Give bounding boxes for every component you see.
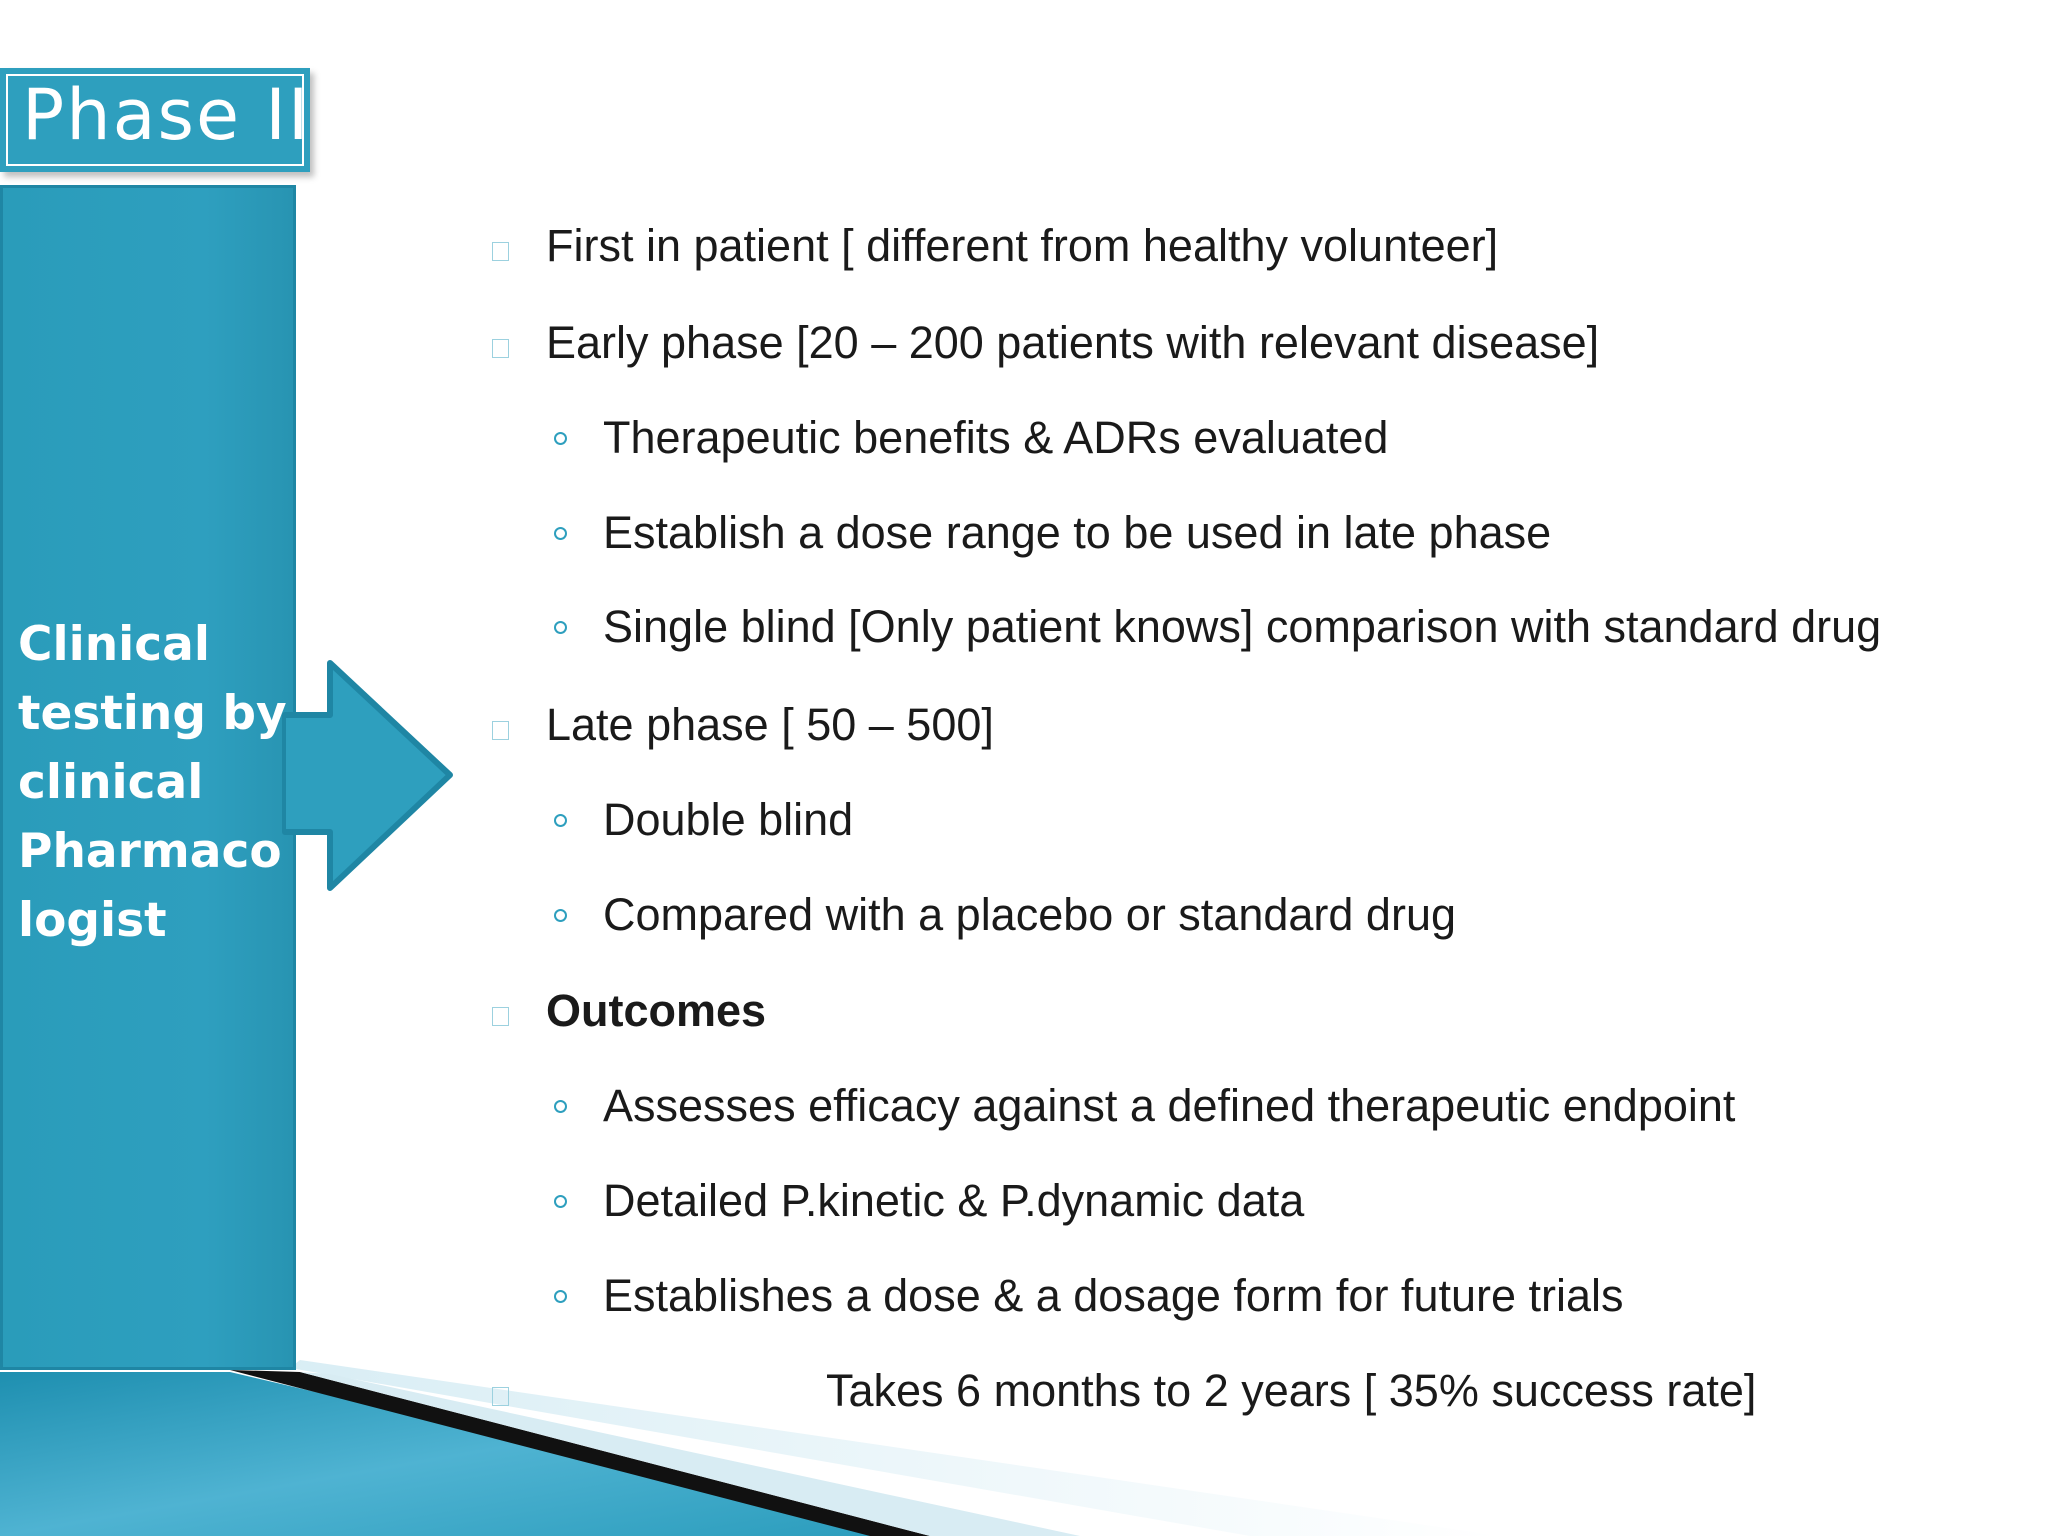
circle-bullet-icon [554,909,567,922]
bullet-text: Takes 6 months to 2 years [ 35% success rate] [826,1365,1757,1416]
side-label-line: Clinical [18,617,210,672]
circle-bullet-icon [554,432,567,445]
sub-bullet-text: Establishes a dose & a dosage form for future trials [603,1270,1624,1321]
bullet-text: Late phase [ 50 – 500] [546,699,994,750]
square-bullet-icon [492,1387,509,1406]
side-panel-label [18,610,308,955]
side-label-line: logist [18,893,167,948]
sub-bullet-text: Assesses efficacy against a defined therapeutic endpoint [603,1080,1736,1131]
square-bullet-icon [492,339,509,358]
sub-bullet-text: Double blind [603,794,854,845]
square-bullet-icon [492,721,509,740]
title-box [0,68,310,172]
circle-bullet-icon [554,1290,567,1303]
sub-bullet-text: Detailed P.kinetic & P.dynamic data [603,1175,1305,1226]
sub-bullet-text: Therapeutic benefits & ADRs evaluated [603,412,1389,463]
circle-bullet-icon [554,1195,567,1208]
side-label-line: testing by [18,686,287,741]
circle-bullet-icon [554,814,567,827]
circle-bullet-icon [554,621,567,634]
bullet-text: Early phase [20 – 200 patients with relevant disease] [546,317,1600,368]
square-bullet-icon [492,242,509,261]
side-label-line: clinical [18,755,204,810]
circle-bullet-icon [554,1100,567,1113]
sub-bullet-text: Establish a dose range to be used in late phase [603,507,1552,558]
circle-bullet-icon [554,527,567,540]
square-bullet-icon [492,1007,509,1026]
sub-bullet-text: Single blind [Only patient knows] comparison with standard drug [603,601,1882,652]
bullet-heading-outcomes: Outcomes [546,985,767,1036]
side-label-line: Pharmaco [18,824,282,879]
bullet-text: First in patient [ different from healthy volunteer] [546,220,1499,271]
sub-bullet-text: Compared with a placebo or standard drug [603,889,1457,940]
slide-title: Phase II [22,74,311,156]
